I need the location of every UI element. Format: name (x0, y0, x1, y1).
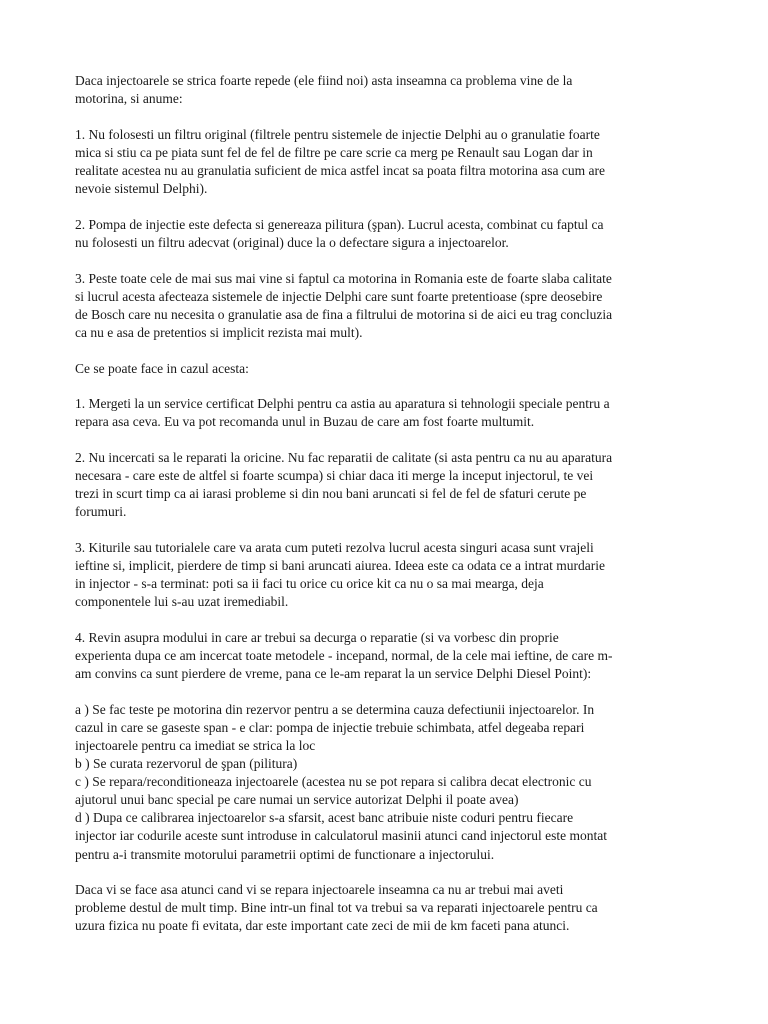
cause-3-paragraph (75, 270, 700, 342)
text-line: Daca vi se face asa atunci cand vi se repara injectoarele inseamna ca nu ar trebui mai aveti (75, 882, 564, 898)
text-line: 4. Revin asupra modului in care ar trebui sa decurga o reparatie (si va vorbesc din proprie (75, 629, 559, 645)
text-line: 2. Nu incercati sa le reparati la oricine. Nu fac reparatii de calitate (si asta pentru ca nu au aparatura (75, 449, 613, 465)
text-line: injectoarele pentru ca imediat se strica la loc (75, 737, 316, 753)
text-line: nu folosesti un filtru adecvat (original) duce la o defectare sigura a injectoarelor. (75, 234, 509, 250)
text-line: forumuri. (75, 504, 127, 520)
solution-2-paragraph (75, 449, 700, 521)
text-line: ieftine si, implicit, pierdere de timp si bani aruncati aiurea. Ideea este ca odata ce a intrat murdarie (75, 558, 606, 574)
text-line: injector iar codurile aceste sunt introduse in calculatorul masinii atunci cand injectorul este montat (75, 828, 607, 844)
text-line: probleme destul de mult timp. Bine intr-un final tot va trebui sa va reparati injectoarele pentru ca (75, 900, 598, 916)
document-page (75, 72, 700, 953)
text-line: a ) Se fac teste pe motorina din rezervor pentru a se determina cauza defectiunii injectoarelor. In (75, 701, 595, 717)
text-line: am convins ca sunt pierdere de vreme, pana ce le-am reparat la un service Delphi Diesel Point): (75, 666, 592, 682)
text-line: experienta dupa ce am incercat toate metodele - incepand, normal, de la cele mai ieftine, de care m- (75, 648, 613, 663)
solutions-heading-paragraph (75, 360, 700, 378)
intro-paragraph (75, 72, 700, 108)
text-line: mica si stiu ca pe piata sunt fel de fel de filtre pe care scrie ca merg pe Renault sau Logan dar in (75, 144, 593, 160)
text-line: trezi in scurt timp ca ai iarasi probleme si din nou bani aruncati si fel de fel de sfaturi cerute pe (75, 486, 587, 502)
text-line: motorina, si anume: (75, 91, 183, 107)
text-line: in injector - s-a terminat: poti sa ii faci tu orice cu orice kit ca nu o sa mai mearga, deja (75, 576, 544, 592)
text-line: de Bosch care nu necesita o granulatie asa de fina a filtrului de motorina si de aici eu trag concluzia (75, 306, 613, 322)
text-line: 3. Peste toate cele de mai sus mai vine si faptul ca motorina in Romania este de foarte slaba calitate (75, 270, 612, 286)
text-line: necesara - care este de altfel si foarte scumpa) si chiar daca iti merge la inceput injectorul, te vei (75, 468, 594, 484)
text-line: si lucrul acesta afecteaza sistemele de injectie Delphi care sunt foarte pretentioase (spre deosebire (75, 288, 603, 304)
text-line: Ce se poate face in cazul acesta: (75, 360, 249, 376)
solution-4-paragraph (75, 629, 700, 683)
text-line: ajutorul unui banc special pe care numai un service autorizat Delphi il poate avea) (75, 792, 519, 808)
repair-steps-paragraph (75, 701, 700, 864)
conclusion-paragraph (75, 881, 700, 935)
cause-2-paragraph (75, 216, 700, 252)
text-line: d ) Dupa ce calibrarea injectoarelor s-a sfarsit, acest banc atribuie niste coduri pentru fiecare (75, 810, 574, 826)
text-line: uzura fizica nu poate fi evitata, dar este important cate zeci de mii de km faceti pana atunci. (75, 918, 570, 934)
text-line: ca nu e asa de pretentios si implicit rezista mai mult). (75, 324, 363, 340)
text-line: 3. Kiturile sau tutorialele care va arata cum puteti rezolva lucrul acesta singuri acasa sunt vrajeli (75, 539, 594, 555)
text-line: pentru a-i transmite motorului parametrii optimi de functionare a injectorului. (75, 846, 495, 862)
text-line: cazul in care se gaseste span - e clar: pompa de injectie trebuie schimbata, atfel degeaba repari (75, 719, 585, 735)
text-line: c ) Se repara/reconditioneaza injectoarele (acestea nu se pot repara si calibra decat electronic cu (75, 774, 592, 790)
cause-1-paragraph (75, 126, 700, 198)
text-line: b ) Se curata rezervorul de şpan (pilitura) (75, 756, 298, 772)
solution-1-paragraph (75, 395, 700, 431)
solution-3-paragraph (75, 539, 700, 611)
text-line: nevoie sistemul Delphi). (75, 181, 208, 197)
text-line: Daca injectoarele se strica foarte repede (ele fiind noi) asta inseamna ca problema vine de la (75, 73, 573, 88)
text-line: 1. Mergeti la un service certificat Delphi pentru ca astia au aparatura si tehnologii speciale pentru a (75, 396, 610, 412)
text-line: repara asa ceva. Eu va pot recomanda unul in Buzau de care am fost foarte multumit. (75, 414, 535, 430)
text-line: 2. Pompa de injectie este defecta si genereaza pilitura (şpan). Lucrul acesta, combinat cu faptul ca (75, 216, 604, 232)
text-line: componentele lui s-au uzat iremediabil. (75, 594, 289, 610)
text-line: realitate acestea nu au granulatia suficient de mica astfel incat sa poata filtra motorina asa cum are (75, 162, 605, 178)
text-line: 1. Nu folosesti un filtru original (filtrele pentru sistemele de injectie Delphi au o granulatie foarte (75, 126, 600, 142)
